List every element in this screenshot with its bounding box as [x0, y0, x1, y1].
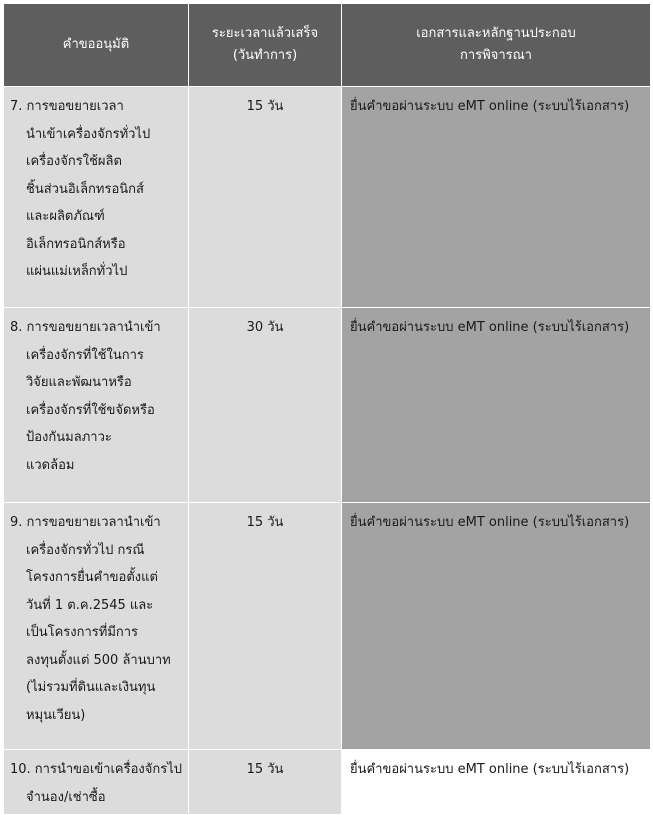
request-line: นำเข้าเครื่องจักรทั่วไป: [26, 126, 151, 142]
documents-cell: ยื่นคำขอผ่านระบบ eMT online (ระบบไร้เอกสาร): [342, 308, 651, 503]
request-line: วิจัยและพัฒนาหรือ: [26, 375, 132, 390]
request-line: ชิ้นส่วนอิเล็กทรอนิกส์: [26, 181, 144, 197]
header-duration-line2: (วันทำการ): [232, 48, 298, 63]
request-line: จำนอง/เช่าซื้อ: [26, 789, 106, 805]
header-request: [4, 4, 189, 87]
table-row: [4, 750, 651, 815]
request-line: ป้องกันมลภาวะ: [26, 430, 112, 445]
request-line: โครงการยื่นคำขอตั้งแต่: [26, 570, 158, 585]
request-line: 7. การขอขยายเวลา: [10, 99, 124, 114]
request-line: เป็นโครงการที่มีการ: [26, 625, 139, 640]
header-duration-line1: ระยะเวลาแล้วเสร็จ: [211, 26, 319, 41]
request-line: หมุนเวียน): [26, 707, 86, 723]
request-line: แวดล้อม: [26, 457, 75, 473]
request-cell: [4, 87, 189, 308]
header-duration: [189, 4, 342, 87]
table-row: [4, 503, 651, 750]
documents-cell: ยื่นคำขอผ่านระบบ eMT online (ระบบไร้เอกสาร): [342, 503, 651, 750]
request-line: และผลิตภัณฑ์: [26, 209, 105, 224]
request-line: ลงทุนตั้งแต่ 500 ล้านบาท: [26, 652, 171, 668]
duration-cell: 30 วัน: [189, 308, 342, 503]
header-documents: [342, 4, 651, 87]
table-row: [4, 87, 651, 308]
duration-cell: 15 วัน: [189, 87, 342, 308]
table-row: [4, 308, 651, 503]
request-line: แผ่นแม่เหล็กทั่วไป: [26, 264, 128, 279]
documents-cell: ยื่นคำขอผ่านระบบ eMT online (ระบบไร้เอกสาร): [342, 750, 651, 815]
request-line: อิเล็กทรอนิกส์หรือ: [26, 236, 126, 252]
request-line: เครื่องจักรที่ใช้ในการ: [26, 347, 144, 363]
header-documents-line1: เอกสารและหลักฐานประกอบ: [416, 26, 576, 41]
duration-cell: 15 วัน: [189, 750, 342, 815]
approval-table: [3, 3, 651, 815]
request-line: เครื่องจักรทั่วไป กรณี: [26, 542, 145, 558]
request-line: 10. การนำขอเข้าเครื่องจักรไป: [10, 762, 183, 777]
table-header-row: [4, 4, 651, 87]
header-documents-line2: การพิจารณา: [460, 48, 532, 63]
header-request-label: คำขออนุมัติ: [62, 37, 130, 52]
documents-cell: ยื่นคำขอผ่านระบบ eMT online (ระบบไร้เอกสาร): [342, 87, 651, 308]
request-line: 8. การขอขยายเวลานำเข้า: [10, 320, 161, 335]
request-line: เครื่องจักรใช้ผลิต: [26, 154, 122, 169]
request-line: วันที่ 1 ต.ค.2545 และ: [26, 597, 154, 613]
request-line: 9. การขอขยายเวลานำเข้า: [10, 515, 161, 530]
request-line: (ไม่รวมที่ดินและเงินทุน: [26, 680, 156, 695]
request-cell: [4, 503, 189, 750]
request-cell: [4, 750, 189, 815]
request-cell: [4, 308, 189, 503]
request-line: เครื่องจักรที่ใช้ขจัดหรือ: [26, 402, 155, 418]
duration-cell: 15 วัน: [189, 503, 342, 750]
